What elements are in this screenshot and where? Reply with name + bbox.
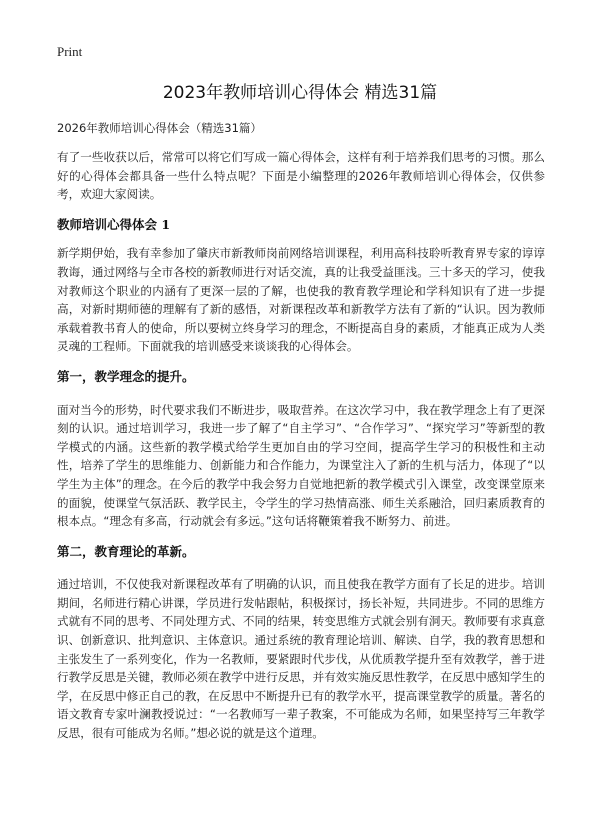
section-paragraph-2: 通过培训，不仅使我对新课程改革有了明确的认识，而且使我在教学方面有了长足的进步。培训期间，名师进行精心讲课，学员进行发帖跟帖，积极探讨，扬长补短，共同进步。不同的思维方式就有不同的思考、不同处理方式、不同的结果，转变思维方式就会别有洞天。教师要有求真意识、创新意识、批判意识、主体意识。通过系统的教育理论培训、解读、自学，我的教育思想和主张发生了一系列变化，作为一名教师，要紧跟时代步伐，从优质教学提升至有效教学，善于进行教学反思是关键，教师必须在教学中进行反思，并有效实施反思性教学，在反思中感知学生的学，在反思中修正自己的教，在反思中不断提升已有的教学水平，提高课堂教学的质量。著名的语文教育专家叶澜教授说过：“一名教师写一辈子教案，不可能成为名师，如果坚持写三年教学反思，很有可能成为名师。”想必说的就是这个道理。 <box>57 577 545 741</box>
document-body <box>57 148 545 755</box>
page-title: 2023年教师培训心得体会 精选31篇 <box>162 83 438 103</box>
section-heading-2: 第二，教育理论的革新。 <box>57 543 195 559</box>
article-heading: 教师培训心得体会 1 <box>57 216 171 232</box>
section-heading-1: 第一，教学理念的提升。 <box>57 368 195 384</box>
document-subtitle: 2026年教师培训心得体会（精选31篇） <box>57 121 262 135</box>
article-paragraph: 新学期伊始，我有幸参加了肇庆市新教师岗前网络培训课程，利用高科技聆听教育界专家的谆谆教诲，通过网络与全市各校的新教师进行对话交流，真的让我受益匪浅。三十多天的学习，使我对教师这个职业的内涵有了更深一层的了解，也使我的教育教学理论和学科知识有了进一步提高，对新时期师德的理解有了新的感悟，对新课程改革和新教学方法有了新的“认识。因为教师承载着教书育人的使命，所以要树立终身学习的理念，不断提高自身的素质，才能真正成为人类灵魂的工程师。下面就我的培训感受来谈谈我的心得体会。 <box>57 246 545 354</box>
section-paragraph-1: 面对当今的形势，时代要求我们不断进步，吸取营养。在这次学习中，我在教学理念上有了更深刻的认识。通过培训学习，我进一步了解了“自主学习”、“合作学习”、“探究学习”等新型的教学模式的内涵。这些新的教学模式给学生更加自由的学习空间，提高学生学习的积极性和主动性，培养了学生的思维能力、创新能力和合作能力，为课堂注入了新的生机与活力，体现了“以学生为主体”的理念。在今后的教学中我会努力自觉地把新的教学模式引入课堂，改变课堂原来的面貌，使课堂气氛活跃、教学民主，令学生的学习热情高涨、师生关系融洽，回归素质教育的根本点。“理念有多高，行动就会有多远。”这句话将鞭策着我不断努力、前进。 <box>57 402 545 529</box>
print-link[interactable]: Print <box>57 44 83 59</box>
intro-paragraph: 有了一些收获以后，常常可以将它们写成一篇心得体会，这样有利于培养我们思考的习惯。那么好的心得体会都具备一些什么特点呢？下面是小编整理的2026年教师培训心得体会，仅供参考，欢迎大家阅读。 <box>57 150 545 202</box>
